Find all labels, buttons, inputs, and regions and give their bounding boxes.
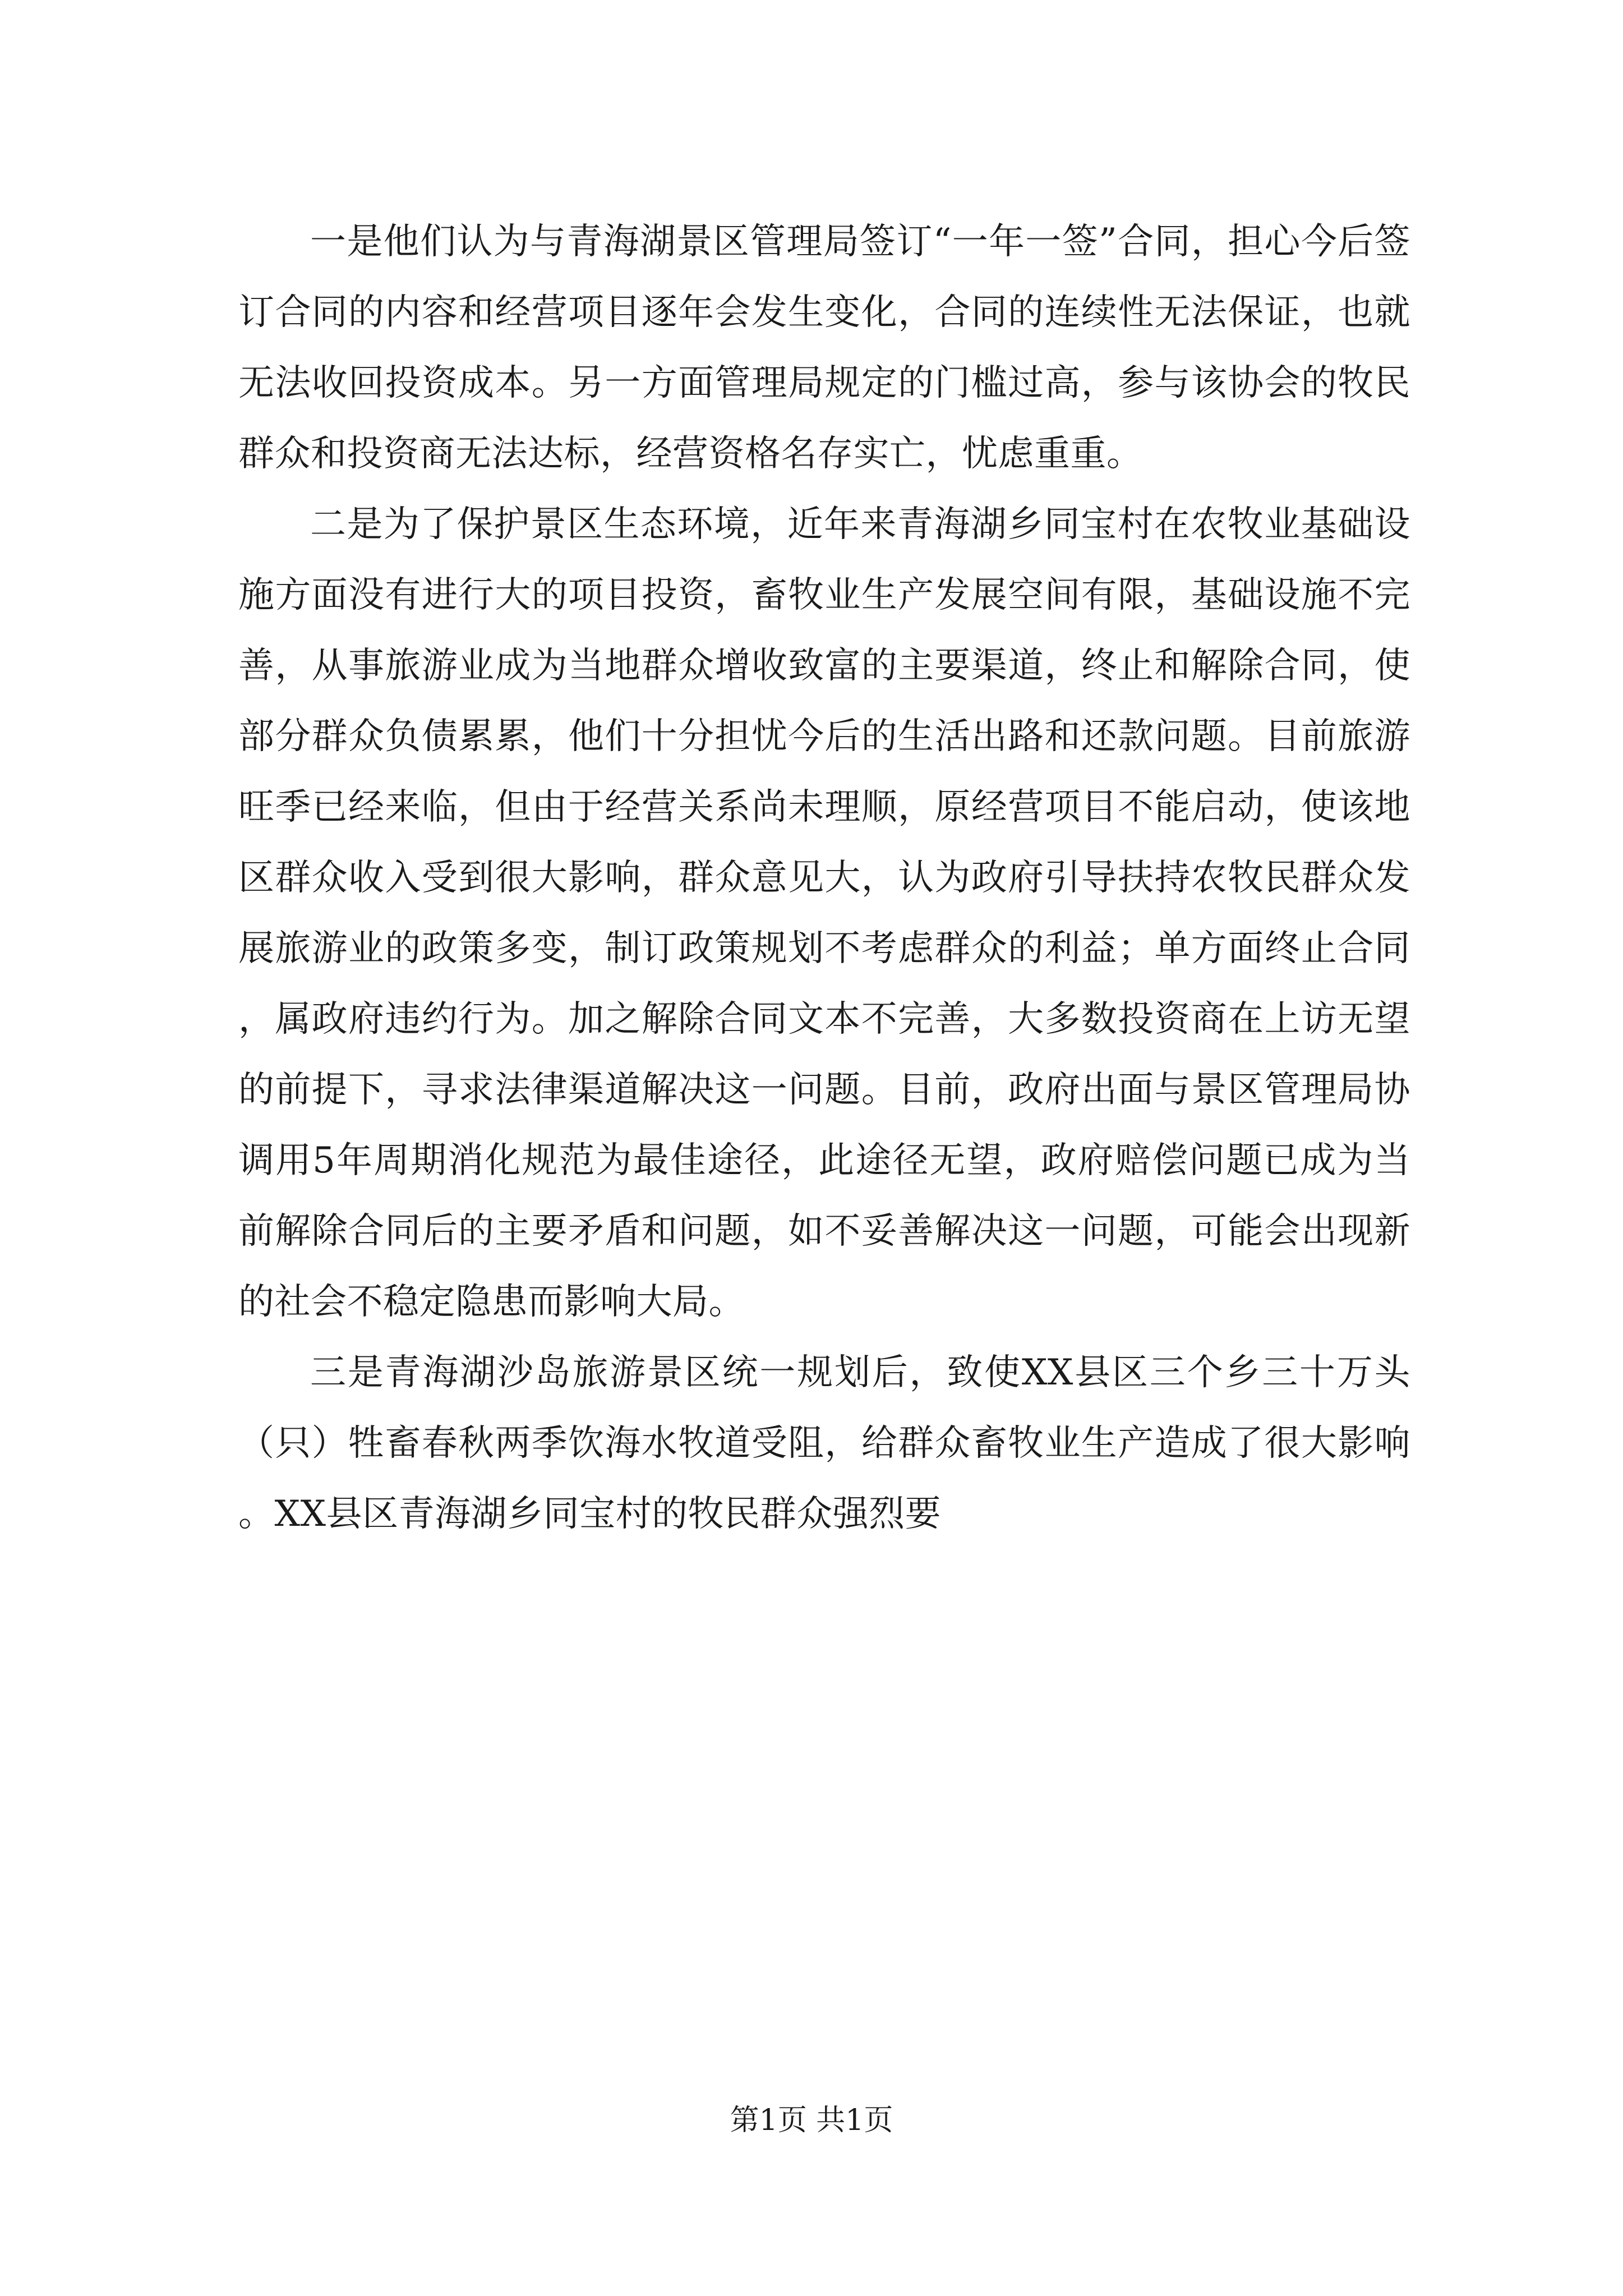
paragraph-3: 三是青海湖沙岛旅游景区统一规划后，致使XX县区三个乡三十万头（只）牲畜春秋两季饮海水牧道受阻，给群众畜牧业生产造成了很大影响。XX县区青海湖乡同宝村的牧民群众强烈要: [238, 1352, 1410, 1535]
page-footer: 第1页 共1页: [730, 2104, 893, 2137]
document-body: [238, 206, 1410, 1549]
paragraph-2: 二是为了保护景区生态环境，近年来青海湖乡同宝村在农牧业基础设施方面没有进行大的项目投资，畜牧业生产发展空间有限，基础设施不完善，从事旅游业成为当地群众增收致富的主要渠道，终止和解除合同，使部分群众负债累累，他们十分担忧今后的生活出路和还款问题。目前旅游旺季已经来临，但由于经营关系尚未理顺，原经营项目不能启动，使该地区群众收入受到很大影响，群众意见大，认为政府引导扶持农牧民群众发展旅游业的政策多变，制订政策规划不考虑群众的利益；单方面终止合同，属政府违约行为。加之解除合同文本不完善，大多数投资商在上访无望的前提下，寻求法律渠道解决这一问题。目前，政府出面与景区管理局协调用5年周期消化规范为最佳途径，此途径无望，政府赔偿问题已成为当前解除合同后的主要矛盾和问题，如不妥善解决这一问题，可能会出现新的社会不稳定隐患而影响大局。: [238, 504, 1410, 1323]
paragraph-1: 一是他们认为与青海湖景区管理局签订“一年一签”合同，担心今后签订合同的内容和经营项目逐年会发生变化，合同的连续性无法保证，也就无法收回投资成本。另一方面管理局规定的门槛过高，参与该协会的牧民群众和投资商无法达标，经营资格名存实亡，忧虑重重。: [238, 221, 1410, 475]
